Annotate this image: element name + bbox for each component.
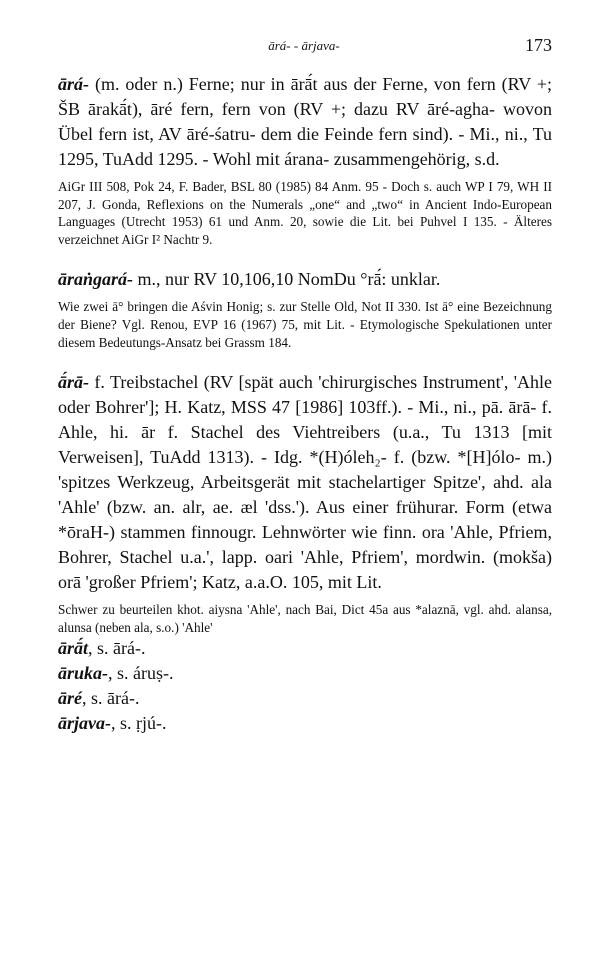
page-content	[58, 72, 552, 736]
entry-lemma: āraṅgará-	[58, 269, 134, 290]
running-head: ārá- - ārjava-	[268, 38, 340, 53]
entry-ara	[58, 72, 552, 248]
cross-reference-target: , s. ārá-.	[82, 688, 140, 709]
entry-definition: (m. oder n.) Ferne; nur in ārā́t aus der Ferne, von fern (RV +; ŠB ārakā́t), āré fern, fern von (RV +; dazu RV āré-agha- wovon Übel fern ist, AV āré-śatru- dem die Feinde fern sind). - Mi., ni., Tu 1295, TuAdd 1295. - Wohl mit árana- zusammengehörig, s.d.	[58, 74, 552, 169]
entry-note: Schwer zu beurteilen khot. aiysna 'Ahle', nach Bai, Dict 45a aus *alaznā, vgl. ahd. alansa, alunsa (neben ala, s.o.) 'Ahle'	[58, 602, 552, 635]
cross-reference-target: , s. ārá-.	[88, 638, 146, 659]
entry-note: Wie zwei ā° bringen die Aśvin Honig; s. zur Stelle Old, Not II 330. Ist ā° eine Bezeichnung der Biene? Vgl. Renou, EVP 16 (1967) 75, mit Lit. - Etymologische Spekulationen unter diesem Bedeutungs-Ansatz bei Grassm 184.	[58, 299, 552, 350]
cross-reference-lemma: ārjava-	[58, 713, 111, 734]
cross-reference-lemma: ārā́t	[58, 638, 89, 659]
entry-ara-fem	[58, 370, 552, 636]
entry-lemma: ā́rā-	[58, 372, 89, 393]
cross-reference-target: , s. ṛjú-.	[111, 713, 167, 734]
cross-reference-list	[58, 636, 552, 736]
entry-definition: f. Treibstachel (RV [spät auch 'chirurgisches Instrument', 'Ahle oder Bohrer']; H. Katz, MSS 47 [1986] 103ff.). - Mi., ni., pā. ārā- f. Ahle, hi. ār f. Stachel des Viehtreibers (u.a., Tu 1313 [mit Verweisen], TuAdd 1313). - Idg. *(H)óleh₂- f. (bzw. *[H]ólo- m.) 'spitzes Werkzeug, Arbeitsgerät mit stachelartiger Spitze', ahd. ala 'Ahle' (bzw. an. alr, ae. æl 'dss.'). Aus einer frühurar. Form (etwa *ōraH-) stammen finnougr. Lehnwörter wie finn. ora 'Ahle, Pfriem, Bohrer, Stachel u.a.', lapp. oari 'Ahle, Pfriem', mordwin. (mokša) orā 'großer Pfriem'; Katz, a.a.O. 105, mit Lit.	[58, 372, 552, 593]
cross-reference-lemma: āruka-	[58, 663, 109, 684]
cross-reference	[58, 661, 552, 686]
entry-main	[58, 370, 552, 595]
entry-main	[58, 72, 552, 172]
cross-reference	[58, 636, 552, 661]
cross-reference-target: , s. áruṣ-.	[108, 663, 174, 684]
page-number: 173	[525, 35, 552, 55]
entry-arangara	[58, 267, 552, 351]
entry-definition: m., nur RV 10,106,10 NomDu °rā́: unklar.	[133, 269, 441, 290]
entry-main	[58, 267, 552, 292]
cross-reference	[58, 711, 552, 736]
entry-note: AiGr III 508, Pok 24, F. Bader, BSL 80 (1985) 84 Anm. 95 - Doch s. auch WP I 79, WH II 207, J. Gonda, Reflexions on the Numerals „one“ and „two“ in Ancient Indo-European Languages (Utrecht 1953) 61 und Anm. 20, sowie die Lit. bei Puhvel I 135. - Älteres verzeichnet AiGr I² Nachtr 9.	[58, 179, 552, 247]
cross-reference-lemma: āré	[58, 688, 82, 709]
cross-reference	[58, 686, 552, 711]
page-header	[56, 35, 552, 59]
entry-lemma: ārá-	[58, 74, 89, 94]
